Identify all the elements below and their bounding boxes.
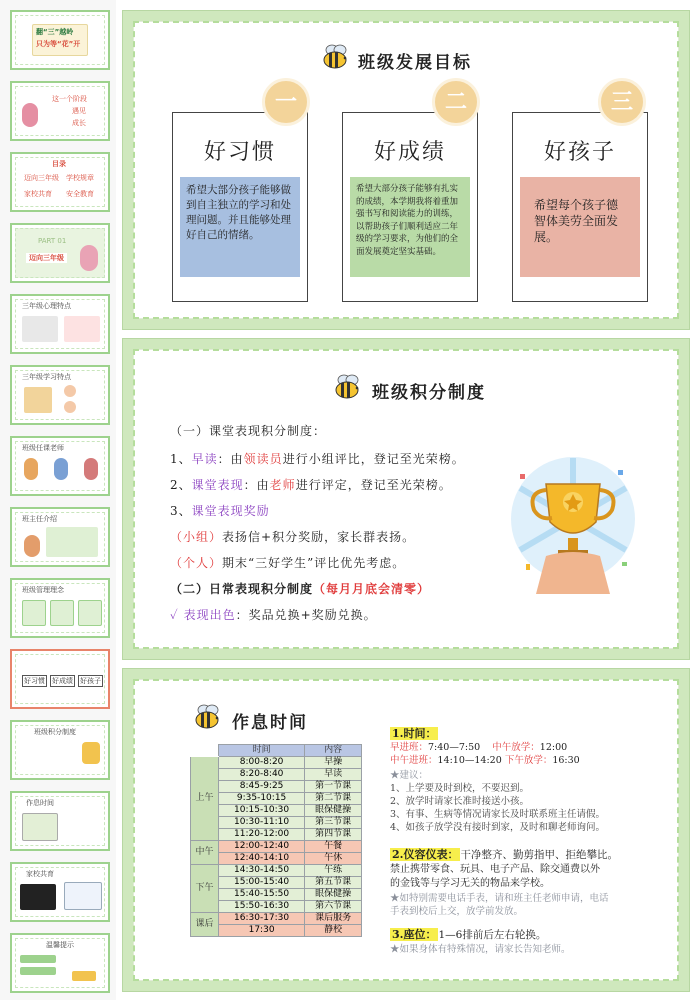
- dress-code-note: ★如特别需要电话手表，请和班主任老师申请，电话: [390, 893, 609, 904]
- content-cell: 课后服务: [305, 913, 362, 925]
- time-cell: 15:40-15:50: [219, 889, 305, 901]
- time-cell: 17:30: [219, 925, 305, 937]
- table-row: [191, 757, 362, 769]
- points-line: 2、课堂表现：由老师进行评定，登记至光荣榜。: [170, 478, 452, 492]
- content-cell: 午练: [305, 865, 362, 877]
- advice-item: 1、上学要及时到校，不要迟到。: [390, 783, 530, 794]
- dress-code-heading: 2.仪容仪表： 干净整齐、勤剪指甲、拒绝攀比。: [392, 848, 618, 861]
- time-row: 中午进班：14:10—14:20 下午放学：16:30: [390, 755, 580, 766]
- dress-code-text: 禁止携带零食、玩具、电子产品、除交通费以外: [390, 864, 600, 875]
- thumbnail-11[interactable]: 班级积分制度: [10, 720, 110, 780]
- points-line: ✓ 表现出色：奖品兑换+奖励兑换。: [170, 608, 377, 622]
- time-cell: 12:00-12:40: [219, 841, 305, 853]
- period-cell: 课后: [191, 913, 219, 937]
- thumbnail-12[interactable]: 作息时间: [10, 791, 110, 851]
- period-cell: 上午: [191, 757, 219, 841]
- thumbnail-7[interactable]: 班级任课老师: [10, 436, 110, 496]
- time-cell: 10:30-11:10: [219, 817, 305, 829]
- dress-code-text: 的金钱等与学习无关的物品来学校。: [390, 878, 550, 889]
- bee-icon: [190, 702, 224, 730]
- seat-note: ★如果身体有特殊情况，请家长告知老师。: [390, 944, 571, 955]
- period-cell: 中午: [191, 841, 219, 865]
- thumbnail-1[interactable]: 翻“三”越岭 只为等“花”开: [10, 10, 110, 70]
- goal-card-body: 希望每个孩子德智体美劳全面发展。: [520, 177, 640, 277]
- time-heading: 1.时间：: [392, 727, 437, 740]
- content-cell: 静校: [305, 925, 362, 937]
- time-row: 早进班：7:40—7:50 中午放学：12:00: [390, 742, 568, 753]
- goal-card-child: [512, 112, 648, 302]
- content-cell: 第二节课: [305, 793, 362, 805]
- table-row: [191, 865, 362, 877]
- goal-number-badge: 二: [432, 78, 480, 126]
- advice-item: 2、放学时请家长准时接送小孩。: [390, 796, 530, 807]
- points-line: 1、早读：由领读员进行小组评比，登记至光荣榜。: [170, 452, 465, 466]
- points-line: 3、课堂表现奖励: [170, 504, 270, 518]
- bee-icon: [330, 372, 364, 400]
- time-cell: 8:45-9:25: [219, 781, 305, 793]
- content-cell: 第五节课: [305, 877, 362, 889]
- content-cell: 第六节课: [305, 901, 362, 913]
- slide-thumbnail-rail: [0, 0, 116, 1000]
- time-cell: 15:00-15:40: [219, 877, 305, 889]
- content-cell: 眼保健操: [305, 805, 362, 817]
- content-cell: 早读: [305, 769, 362, 781]
- goals-title: 班级发展目标: [358, 53, 472, 73]
- points-line: （一）课堂表现积分制度：: [170, 424, 327, 438]
- thumbnail-13[interactable]: 家校共育: [10, 862, 110, 922]
- content-cell: 第一节课: [305, 781, 362, 793]
- advice-item: 3、有事、生病等情况请家长及时联系班主任请假。: [390, 809, 606, 820]
- points-line: （个人）期末“三好学生”评比优先考虑。: [170, 556, 406, 570]
- goal-card-habit: [172, 112, 308, 302]
- content-cell: 眼保健操: [305, 889, 362, 901]
- goal-card-title: 好孩子: [543, 140, 616, 165]
- advice-item: 4、如孩子放学没有接时到家，及时和聊老师询问。: [390, 822, 606, 833]
- table-row: [191, 841, 362, 853]
- bee-icon: [318, 42, 352, 70]
- thumbnail-10-selected[interactable]: 好习惯 好成绩 好孩子: [10, 649, 110, 709]
- goal-number-badge: 三: [598, 78, 646, 126]
- goal-number-badge: 一: [262, 78, 310, 126]
- thumbnail-2[interactable]: 这一个阶段 遇见 成长: [10, 81, 110, 141]
- time-cell: 9:35-10:15: [219, 793, 305, 805]
- thumbnail-5[interactable]: 三年级心理特点: [10, 294, 110, 354]
- time-cell: 12:40-14:10: [219, 853, 305, 865]
- goal-card-body: 希望大部分孩子能够有扎实的成绩，本学期我将着重加强书写和阅读能力的训练，以帮助孩子们顺利适应二年级的学习要求，为他们的全面发展奠定坚实基础。: [350, 177, 470, 277]
- thumbnail-14[interactable]: 温馨提示: [10, 933, 110, 993]
- seat-heading: 3.座位： 1—6排前后左右轮换。: [392, 928, 547, 941]
- points-line: （小组）表扬信+积分奖励，家长群表扬。: [170, 530, 416, 544]
- content-cell: 第三节课: [305, 817, 362, 829]
- time-cell: 8:00-8:20: [219, 757, 305, 769]
- time-cell: 16:30-17:30: [219, 913, 305, 925]
- thumbnail-9[interactable]: 班级管理理念: [10, 578, 110, 638]
- table-row: [191, 913, 362, 925]
- goal-card-title: 好成绩: [373, 140, 446, 165]
- goal-card-body: 希望大部分孩子能够做到自主独立的学习和处理问题。并且能够处理好自己的情绪。: [180, 177, 300, 277]
- time-cell: 8:20-8:40: [219, 769, 305, 781]
- thumbnail-4[interactable]: PART 01 迈向三年级: [10, 223, 110, 283]
- content-cell: 第四节课: [305, 829, 362, 841]
- thumbnail-6[interactable]: 三年级学习特点: [10, 365, 110, 425]
- points-title: 班级积分制度: [372, 383, 486, 403]
- content-cell: 午休: [305, 853, 362, 865]
- column-header: 内容: [305, 745, 362, 757]
- points-line: （二）日常表现积分制度（每月月底会清零）: [170, 582, 431, 596]
- content-cell: 早操: [305, 757, 362, 769]
- time-cell: 10:15-10:30: [219, 805, 305, 817]
- period-cell: 下午: [191, 865, 219, 913]
- schedule-title: 作息时间: [232, 713, 308, 733]
- time-cell: 14:30-14:50: [219, 865, 305, 877]
- time-cell: 11:20-12:00: [219, 829, 305, 841]
- column-header: 时间: [219, 745, 305, 757]
- goal-card-title: 好习惯: [203, 140, 276, 165]
- content-cell: 午餐: [305, 841, 362, 853]
- table-header-row: [191, 745, 362, 757]
- thumbnail-3[interactable]: 目录 迈向三年级 学校规章 家校共育 安全教育: [10, 152, 110, 212]
- check-icon: ✓: [170, 608, 179, 622]
- trophy-icon: [506, 444, 640, 594]
- schedule-table: [190, 744, 362, 937]
- thumbnail-8[interactable]: 班主任介绍: [10, 507, 110, 567]
- goal-card-grades: [342, 112, 478, 302]
- advice-label: ★建议：: [390, 770, 429, 781]
- dress-code-note: 手表到校后上交，放学前发放。: [390, 906, 524, 917]
- time-cell: 15:50-16:30: [219, 901, 305, 913]
